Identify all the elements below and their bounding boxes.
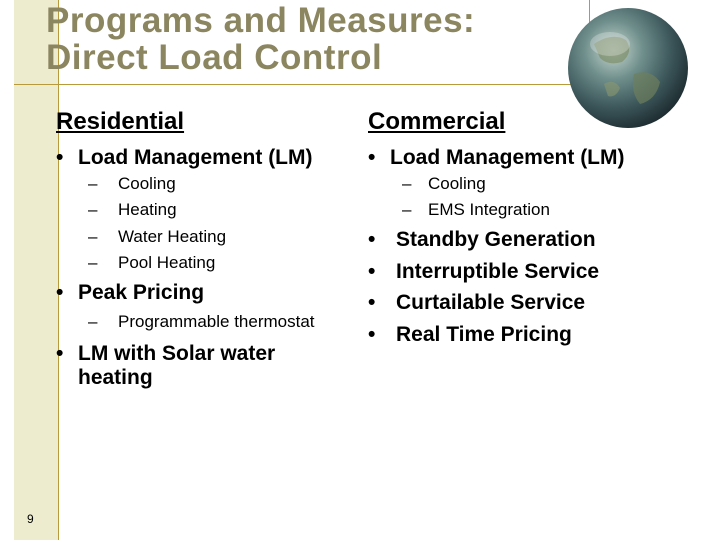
residential-heading: Residential <box>56 108 185 135</box>
commercial-sub-ems: – EMS Integration <box>402 200 550 219</box>
commercial-heading: Commercial <box>368 108 506 135</box>
residential-sub-cooling: – Cooling <box>88 174 176 193</box>
residential-bullet-peak-pricing: • Peak Pricing <box>56 281 205 304</box>
commercial-bullet-standby: • Standby Generation <box>368 228 596 251</box>
commercial-bullet-lm: • Load Management (LM) <box>368 146 625 169</box>
residential-bullet-solar: • LM with Solar water heating <box>56 342 276 389</box>
residential-sub-heating: – Heating <box>88 200 177 219</box>
slide-title <box>46 2 475 76</box>
title-line-2: Direct Load Control <box>46 38 383 77</box>
residential-sub-pool-heating: – Pool Heating <box>88 253 216 272</box>
commercial-sub-cooling: – Cooling <box>402 174 486 193</box>
commercial-bullet-interruptible: • Interruptible Service <box>368 260 600 283</box>
commercial-bullet-curtailable: • Curtailable Service <box>368 291 586 314</box>
globe-icon <box>564 4 692 132</box>
page-number: 9 <box>27 512 34 526</box>
residential-sub-water-heating: – Water Heating <box>88 227 227 246</box>
residential-bullet-lm: • Load Management (LM) <box>56 146 313 169</box>
title-line-1: Programs and Measures: <box>46 1 476 40</box>
residential-sub-thermostat: – Programmable thermostat <box>88 312 315 331</box>
commercial-bullet-rtp: • Real Time Pricing <box>368 323 572 346</box>
